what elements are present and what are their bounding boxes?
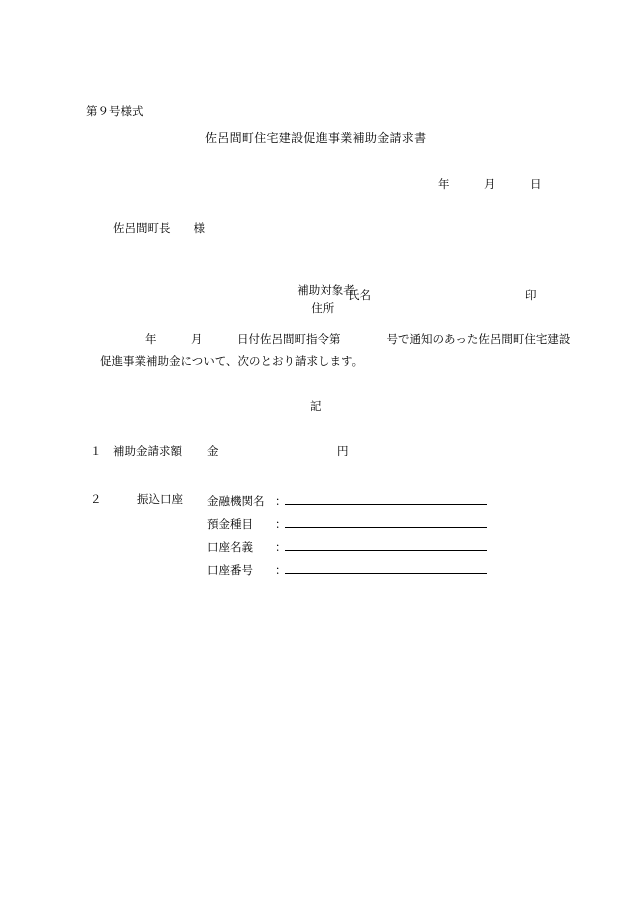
item-1-label: 補助金請求額 — [113, 446, 182, 458]
bank-field-label: 口座名義 — [207, 542, 253, 554]
bank-field-row — [207, 492, 487, 515]
bank-field-colon: ： — [275, 542, 287, 554]
bank-field-colon: ： — [275, 496, 287, 508]
date-line: 年 月 日 — [438, 179, 542, 191]
bank-field-label: 金融機関名 — [207, 496, 265, 508]
item-2-number: ２ — [90, 494, 102, 506]
notice-paragraph-line-1: 年 月 日付佐呂間町指令第 号で通知のあった佐呂間町住宅建設 — [145, 334, 571, 346]
bank-field-colon: ： — [275, 565, 287, 577]
applicant-address-row — [280, 266, 355, 335]
bank-field-input[interactable] — [285, 561, 487, 574]
item-1-amount-suffix: 円 — [337, 446, 349, 458]
notice-paragraph-line-2: 促進事業補助金について、次のとおり請求します。 — [100, 356, 364, 368]
item-2-label: 振込口座 — [137, 494, 183, 506]
applicant-name-label: 氏名 — [348, 290, 371, 302]
bank-field-input[interactable] — [285, 515, 487, 528]
seal-label: 印 — [525, 290, 537, 302]
document-title: 佐呂間町住宅建設促進事業補助金請求書 — [205, 131, 427, 145]
item-1-number: １ — [90, 446, 102, 458]
bank-account-fields — [207, 492, 487, 584]
bank-field-input[interactable] — [285, 492, 487, 505]
ki-mark: 記 — [310, 401, 322, 413]
bank-field-input[interactable] — [285, 538, 487, 551]
applicant-address-label: 住所 — [311, 302, 335, 315]
applicant-prefix: 補助対象者 — [297, 285, 355, 298]
addressee: 佐呂間町長 様 — [113, 223, 205, 235]
item-1-amount-prefix: 金 — [207, 446, 219, 458]
bank-field-row — [207, 538, 487, 561]
bank-field-label: 口座番号 — [207, 565, 253, 577]
bank-field-row — [207, 561, 487, 584]
form-number: 第９号様式 — [86, 106, 144, 118]
bank-field-colon: ： — [275, 519, 287, 531]
bank-field-row — [207, 515, 487, 538]
bank-field-label: 預金種目 — [207, 519, 253, 531]
